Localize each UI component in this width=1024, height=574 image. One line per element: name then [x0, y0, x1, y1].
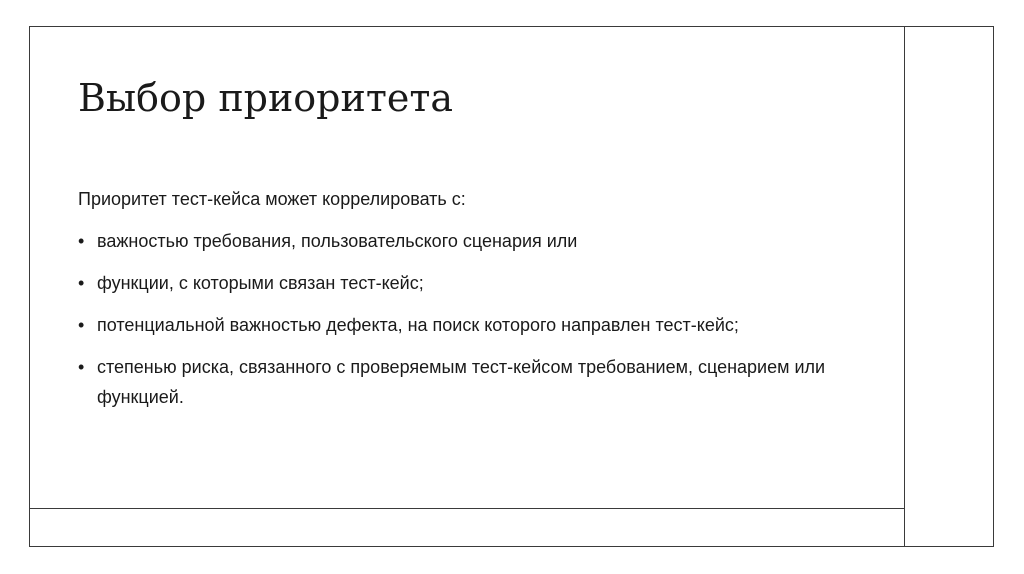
intro-text: Приоритет тест-кейса может коррелировать с:	[78, 189, 466, 209]
frame-divider-vertical	[904, 26, 905, 547]
frame-divider-horizontal	[29, 508, 905, 509]
list-item	[78, 268, 878, 298]
bullet-icon: •	[78, 273, 85, 293]
bullet-icon: •	[78, 315, 85, 335]
bullet-icon: •	[78, 357, 85, 377]
bullet-list	[78, 226, 878, 412]
bullet-icon: •	[78, 231, 85, 251]
list-item-text: важностью требования, пользовательского сценария или	[97, 231, 578, 251]
list-item	[78, 352, 878, 412]
list-item-text: потенциальной важностью дефекта, на поиск которого направлен тест-кейс;	[97, 315, 739, 335]
list-item	[78, 226, 878, 256]
slide-title: Выбор приоритета	[78, 76, 454, 120]
list-item-text: степенью риска, связанного с проверяемым тест-кейсом требованием, сценарием или функцией.	[97, 357, 826, 407]
list-item-text: функции, с которыми связан тест-кейс;	[97, 273, 424, 293]
slide-body	[78, 184, 878, 424]
list-item	[78, 310, 878, 340]
